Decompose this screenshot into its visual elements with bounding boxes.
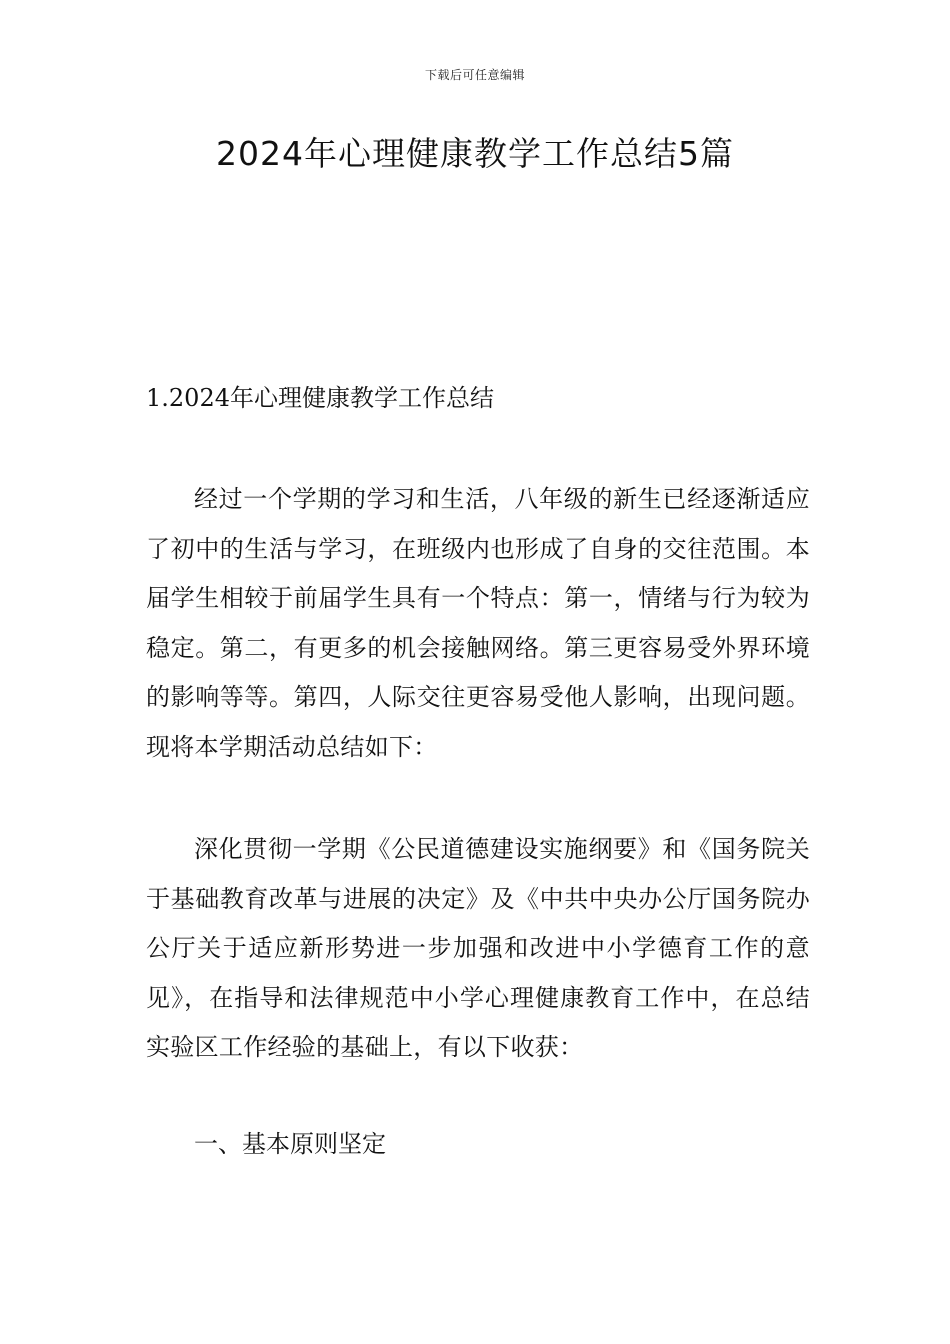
- subsection-heading: 一、基本原则坚定: [194, 1130, 386, 1158]
- body-paragraph-1: 经过一个学期的学习和生活，八年级的新生已经逐渐适应了初中的生活与学习，在班级内也形成了自身的交往范围。本届学生相较于前届学生具有一个特点：第一，情绪与行为较为稳定。第二，有更多的机会接触网络。第三更容易受外界环境的影响等等。第四，人际交往更容易受他人影响，出现问题。现将本学期活动总结如下：: [146, 485, 810, 761]
- header-note: 下载后可任意编辑: [424, 68, 525, 82]
- body-paragraph-2: 深化贯彻一学期《公民道德建设实施纲要》和《国务院关于基础教育改革与进展的决定》及《中共中央办公厅国务院办公厅关于适应新形势进一步加强和改进中小学德育工作的意见》，在指导和法律规范中小学心理健康教育工作中，在总结实验区工作经验的基础上，有以下收获：: [146, 835, 810, 1061]
- document-title: 2024年心理健康教学工作总结5篇: [216, 134, 734, 173]
- section-heading: 1.2024年心理健康教学工作总结: [146, 384, 494, 412]
